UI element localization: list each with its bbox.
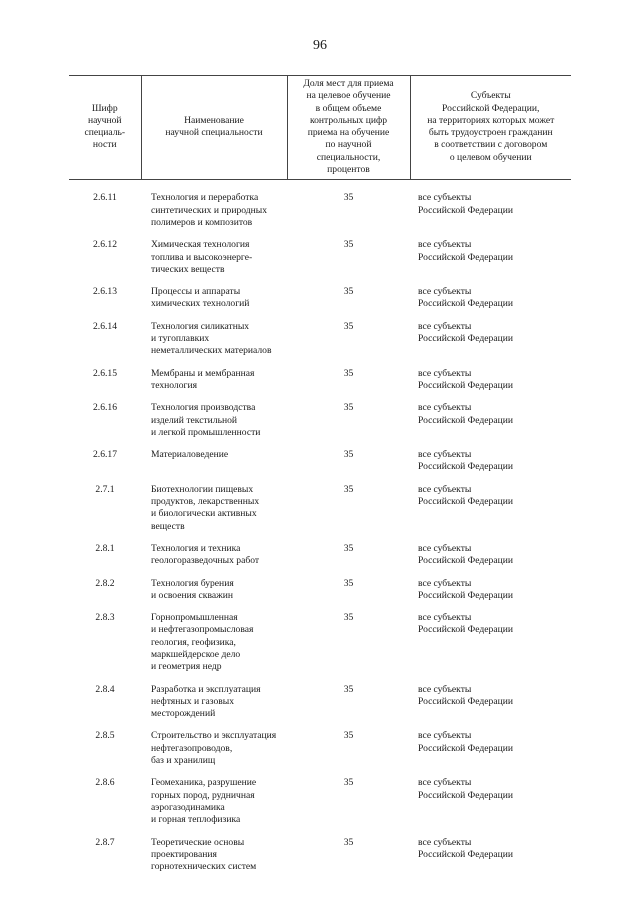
cell-code: 2.6.12 (93, 239, 117, 251)
cell-subjects: все субъекты Российской Федерации (418, 730, 513, 754)
cell-code: 2.6.15 (93, 367, 117, 379)
specialties-table (69, 75, 571, 883)
table-row (69, 612, 571, 683)
cell-subjects: все субъекты Российской Федерации (418, 286, 513, 310)
cell-subjects: все субъекты Российской Федерации (418, 449, 513, 473)
cell-name: Химическая технология топлива и высокоэнерге- тических веществ (151, 239, 253, 275)
cell-code: 2.8.7 (95, 836, 115, 848)
cell-subjects: все субъекты Российской Федерации (418, 777, 513, 801)
cell-code: 2.8.4 (95, 683, 115, 695)
cell-share: 35 (343, 286, 354, 298)
cell-name: Технология производства изделий текстильной и легкой промышленности (151, 402, 261, 438)
cell-code: 2.6.11 (93, 192, 117, 204)
cell-share: 35 (343, 777, 354, 789)
cell-share: 35 (343, 320, 354, 332)
cell-share: 35 (343, 483, 354, 495)
cell-name: Горнопромышленная и нефтегазопромысловая геология, геофизика, маркшейдерское дело и геометрия недр (151, 612, 254, 673)
table-row (69, 837, 571, 884)
cell-name: Технология и техника геологоразведочных работ (151, 542, 260, 567)
cell-name: Технология бурения и освоения скважин (151, 577, 234, 601)
header-name: Наименование научной специальности (141, 76, 287, 180)
cell-subjects: все субъекты Российской Федерации (418, 320, 513, 345)
cell-code: 2.6.16 (93, 402, 117, 414)
table-row (69, 449, 571, 484)
cell-subjects: все субъекты Российской Федерации (418, 612, 513, 636)
table-row (69, 286, 571, 321)
cell-code: 2.6.14 (93, 320, 117, 332)
cell-subjects: все субъекты Российской Федерации (418, 239, 513, 263)
cell-share: 35 (343, 730, 354, 742)
cell-share: 35 (343, 192, 354, 204)
cell-share: 35 (343, 402, 354, 414)
cell-share: 35 (343, 542, 354, 554)
cell-name: Материаловедение (151, 449, 229, 461)
table-header (69, 76, 571, 180)
cell-name: Разработка и эксплуатация нефтяных и газовых месторождений (151, 683, 261, 720)
table-row (69, 730, 571, 777)
cell-code: 2.8.3 (95, 612, 115, 624)
table-row (69, 578, 571, 613)
cell-code: 2.8.2 (95, 577, 115, 589)
cell-subjects: все субъекты Российской Федерации (418, 577, 513, 601)
table-row (69, 321, 571, 368)
page-number: 96 (313, 38, 327, 53)
table-row (69, 777, 571, 836)
cell-subjects: все субъекты Российской Федерации (418, 483, 513, 508)
table-row (69, 239, 571, 286)
table-body (69, 180, 571, 884)
cell-share: 35 (343, 836, 354, 848)
header-code: Шифр научной специаль- ности (69, 76, 141, 180)
table-row (69, 684, 571, 731)
table-row (69, 484, 571, 543)
cell-subjects: все субъекты Российской Федерации (418, 192, 513, 216)
cell-code: 2.8.5 (95, 730, 115, 742)
cell-name: Технология силикатных и тугоплавких неметаллических материалов (151, 320, 272, 357)
cell-name: Биотехнологии пищевых продуктов, лекарственных и биологически активных веществ (151, 483, 260, 532)
table-row (69, 368, 571, 403)
header-share: Доля мест для приема на целевое обучение в общем объеме контрольных цифр приема на обучение по научной специальности, процентов (287, 76, 410, 180)
cell-subjects: все субъекты Российской Федерации (418, 683, 513, 707)
cell-code: 2.8.1 (95, 542, 115, 554)
cell-subjects: все субъекты Российской Федерации (418, 542, 513, 567)
cell-share: 35 (343, 577, 354, 589)
cell-subjects: все субъекты Российской Федерации (418, 367, 513, 391)
cell-name: Теоретические основы проектирования горнотехнических систем (151, 836, 257, 873)
cell-code: 2.6.13 (93, 286, 117, 298)
cell-subjects: все субъекты Российской Федерации (418, 836, 513, 860)
cell-name: Процессы и аппараты химических технологий (151, 286, 250, 310)
cell-share: 35 (343, 612, 354, 624)
cell-name: Мембраны и мембранная технология (151, 367, 255, 391)
table-row (69, 402, 571, 449)
table-row (69, 543, 571, 578)
cell-name: Технология и переработка синтетических и природных полимеров и композитов (151, 192, 268, 228)
cell-code: 2.6.17 (93, 449, 117, 461)
cell-code: 2.7.1 (95, 483, 115, 495)
cell-share: 35 (343, 239, 354, 251)
cell-share: 35 (343, 683, 354, 695)
cell-name: Геомеханика, разрушение горных пород, рудничная аэрогазодинамика и горная теплофизика (151, 777, 257, 826)
cell-name: Строительство и эксплуатация нефтегазопроводов, баз и хранилищ (151, 730, 277, 767)
cell-share: 35 (343, 449, 354, 461)
table-row (69, 180, 571, 239)
cell-share: 35 (343, 367, 354, 379)
cell-subjects: все субъекты Российской Федерации (418, 402, 513, 426)
cell-code: 2.8.6 (95, 777, 115, 789)
header-subjects: Субъекты Российской Федерации, на территориях которых может быть трудоустроен гражданин в соответствии с договором о целевом обучении (410, 76, 571, 180)
